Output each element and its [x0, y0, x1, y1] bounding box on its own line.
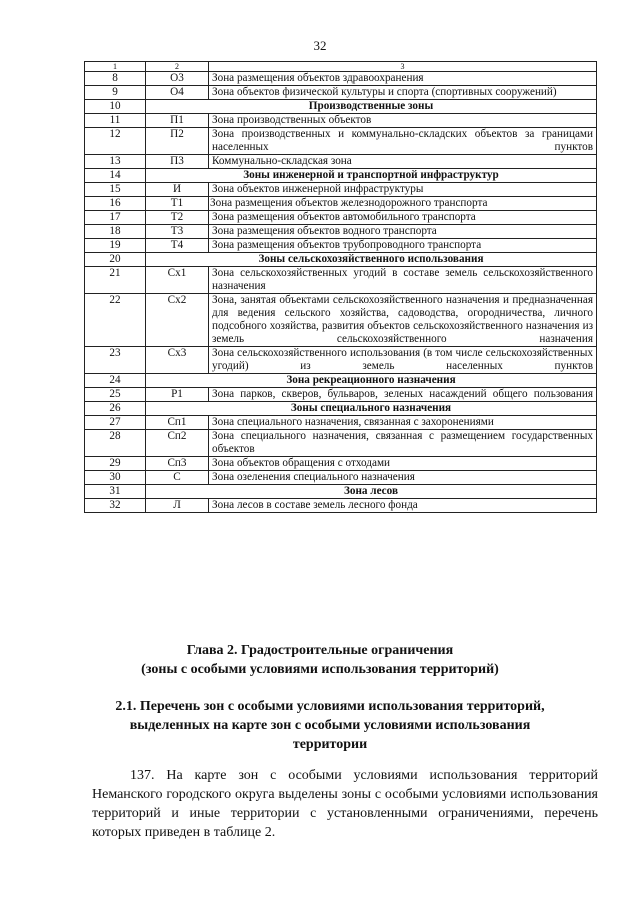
- table-section-row: [85, 169, 597, 183]
- row-number: 12: [85, 128, 146, 155]
- table-row: [85, 128, 597, 155]
- section-title: Зоны инженерной и транспортной инфраструктур: [146, 169, 597, 183]
- zone-code: Сх2: [146, 294, 209, 347]
- row-number: 23: [85, 347, 146, 374]
- zone-code: Сх3: [146, 347, 209, 374]
- subsection-heading: [90, 697, 570, 754]
- row-number: 9: [85, 86, 146, 100]
- table-row: [85, 471, 597, 485]
- table-row: [85, 294, 597, 347]
- row-number: 11: [85, 114, 146, 128]
- table-row: [85, 72, 597, 86]
- table-section-row: [85, 485, 597, 499]
- row-number: 32: [85, 499, 146, 513]
- row-number: 29: [85, 457, 146, 471]
- zones-table-body: [85, 62, 597, 513]
- table-row: [85, 225, 597, 239]
- table-section-row: [85, 402, 597, 416]
- zone-code: Сх1: [146, 267, 209, 294]
- row-number: 21: [85, 267, 146, 294]
- zone-code: П3: [146, 155, 209, 169]
- zone-description: Зона, занятая объектами сельскохозяйственного назначения и предназначенная для ведения сельского хозяйства, садоводства, огородничества, личного подсобного хозяйства, развития объектов сельскохозяйственного назначения из земель сельскохозяйственного назначения: [209, 294, 597, 347]
- zone-code: С: [146, 471, 209, 485]
- row-number: 19: [85, 239, 146, 253]
- row-number: 8: [85, 72, 146, 86]
- subsection-line-1: 2.1. Перечень зон с особыми условиями использования территорий,: [115, 699, 545, 714]
- zone-description: Зона сельскохозяйственного использования (в том числе сельскохозяйственных угодий) из земель населенных пунктов: [209, 347, 597, 374]
- zone-description: Зона объектов физической культуры и спорта (спортивных сооружений): [209, 86, 597, 100]
- table-row: [85, 430, 597, 457]
- header-col-3: 3: [209, 62, 597, 72]
- row-number: 20: [85, 253, 146, 267]
- row-number: 31: [85, 485, 146, 499]
- table-row: [85, 388, 597, 402]
- zone-code: Т1: [146, 197, 209, 211]
- row-number: 28: [85, 430, 146, 457]
- row-number: 22: [85, 294, 146, 347]
- zone-code: О3: [146, 72, 209, 86]
- zone-description: Зона сельскохозяйственных угодий в составе земель сельскохозяйственного назначения: [209, 267, 597, 294]
- table-row: [85, 86, 597, 100]
- table-row: [85, 267, 597, 294]
- zone-description: Зона размещения объектов автомобильного транспорта: [209, 211, 597, 225]
- section-title: Зоны сельскохозяйственного использования: [146, 253, 597, 267]
- zone-description: Коммунально-складская зона: [209, 155, 597, 169]
- zone-description: Зона озеленения специального назначения: [209, 471, 597, 485]
- zone-description: Зона размещения объектов трубопроводного транспорта: [209, 239, 597, 253]
- table-section-row: [85, 374, 597, 388]
- row-number: 13: [85, 155, 146, 169]
- zone-code: П2: [146, 128, 209, 155]
- table-section-row: [85, 100, 597, 114]
- zone-code: Т2: [146, 211, 209, 225]
- table-row: [85, 197, 597, 211]
- header-col-2: 2: [146, 62, 209, 72]
- zone-description: Зона специального назначения, связанная с размещением государственных объектов: [209, 430, 597, 457]
- zone-description: Зона размещения объектов водного транспорта: [209, 225, 597, 239]
- table-row: [85, 155, 597, 169]
- zone-description: Зона специального назначения, связанная с захоронениями: [209, 416, 597, 430]
- zones-table: [84, 61, 597, 513]
- zone-code: П1: [146, 114, 209, 128]
- row-number: 14: [85, 169, 146, 183]
- row-number: 24: [85, 374, 146, 388]
- zone-code: О4: [146, 86, 209, 100]
- row-number: 17: [85, 211, 146, 225]
- zone-description: Зона парков, скверов, бульваров, зеленых насаждений общего пользования: [209, 388, 597, 402]
- zone-description: Зона размещения объектов здравоохранения: [209, 72, 597, 86]
- section-title: Зоны специального назначения: [146, 402, 597, 416]
- zone-description: Зона производственных и коммунально-складских объектов за границами населенных пунктов: [209, 128, 597, 155]
- table-row: [85, 114, 597, 128]
- row-number: 26: [85, 402, 146, 416]
- zone-description: Зона объектов инженерной инфраструктуры: [209, 183, 597, 197]
- chapter-title: Глава 2. Градостроительные ограничения: [186, 643, 454, 658]
- paragraph-137: 137. На карте зон с особыми условиями использования территорий Неманского городского округа выделены зоны с особыми условиями использования территорий и иные территории с установленными ограничениями, перечень которых приведен в таблице 2.: [92, 768, 598, 840]
- row-number: 18: [85, 225, 146, 239]
- table-section-row: [85, 253, 597, 267]
- zone-code: Л: [146, 499, 209, 513]
- row-number: 25: [85, 388, 146, 402]
- zone-description: Зона размещения объектов железнодорожного транспорта: [209, 197, 597, 211]
- table-row: [85, 499, 597, 513]
- row-number: 30: [85, 471, 146, 485]
- table-row: [85, 239, 597, 253]
- table-row: [85, 457, 597, 471]
- subsection-line-2: выделенных на карте зон с особыми условиями использования: [129, 718, 531, 733]
- table-row: [85, 416, 597, 430]
- table-row: [85, 347, 597, 374]
- section-title: Производственные зоны: [146, 100, 597, 114]
- chapter-subtitle: (зоны с особыми условиями использования территорий): [141, 662, 499, 677]
- row-number: 16: [85, 197, 146, 211]
- header-col-1: 1: [85, 62, 146, 72]
- zone-description: Зона объектов обращения с отходами: [209, 457, 597, 471]
- subsection-line-3: территории: [292, 737, 368, 752]
- zone-code: Т3: [146, 225, 209, 239]
- zone-code: Р1: [146, 388, 209, 402]
- table-row: [85, 211, 597, 225]
- zone-description: Зона производственных объектов: [209, 114, 597, 128]
- row-number: 10: [85, 100, 146, 114]
- zone-description: Зона лесов в составе земель лесного фонда: [209, 499, 597, 513]
- zone-code: Т4: [146, 239, 209, 253]
- chapter-heading: [60, 641, 580, 679]
- page-number: 32: [313, 38, 327, 53]
- table-row: [85, 183, 597, 197]
- row-number: 15: [85, 183, 146, 197]
- zone-code: Сп2: [146, 430, 209, 457]
- zone-code: Сп1: [146, 416, 209, 430]
- section-title: Зона лесов: [146, 485, 597, 499]
- table-header-row: [85, 62, 597, 72]
- row-number: 27: [85, 416, 146, 430]
- section-title: Зона рекреационного назначения: [146, 374, 597, 388]
- zone-code: И: [146, 183, 209, 197]
- zone-code: Сп3: [146, 457, 209, 471]
